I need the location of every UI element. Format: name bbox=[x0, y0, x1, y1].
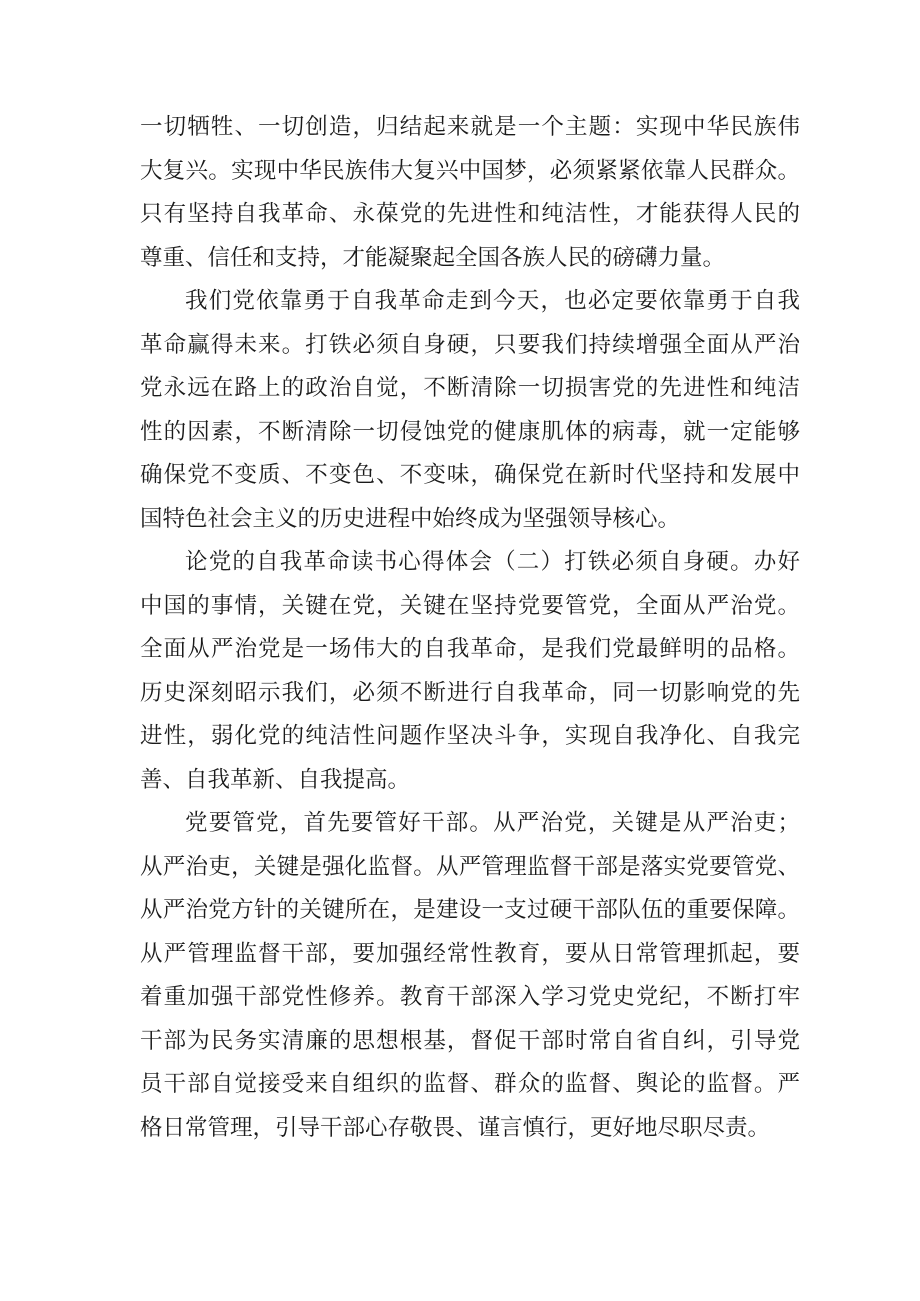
text-line: 历史深刻昭示我们，必须不断进行自我革命，同一切影响党的先 bbox=[140, 679, 800, 706]
text-line: 大复兴。实现中华民族伟大复兴中国梦，必须紧紧依靠人民群众。 bbox=[140, 157, 800, 184]
text-line: 进性，弱化党的纯洁性问题作坚决斗争，实现自我净化、自我完 bbox=[140, 723, 800, 749]
text-line: 全面从严治党是一场伟大的自我革命，是我们党最鲜明的品格。 bbox=[140, 636, 800, 662]
paragraph-1 bbox=[140, 106, 800, 280]
text-line: 党永远在路上的政治自觉，不断清除一切损害党的先进性和纯洁 bbox=[140, 375, 800, 401]
text-line: 一切牺牲、一切创造，归结起来就是一个主题：实现中华民族伟 bbox=[140, 114, 800, 140]
paragraph-4 bbox=[140, 802, 800, 1150]
text-line: 论党的自我革命读书心得体会（二）打铁必须自身硬。办好 bbox=[185, 549, 800, 575]
text-line: 善、自我革新、自我提高。 bbox=[140, 766, 411, 793]
text-line: 中国的事情，关键在党，关键在坚持党要管党，全面从严治党。 bbox=[140, 592, 800, 619]
text-line: 干部为民务实清廉的思想根基，督促干部时常自省自纠，引导党 bbox=[140, 1027, 800, 1054]
text-line: 党要管党，首先要管好干部。从严治党，关键是从严治吏； bbox=[185, 810, 800, 836]
text-line: 尊重、信任和支持，才能凝聚起全国各族人民的磅礴力量。 bbox=[140, 244, 726, 271]
text-line: 确保党不变质、不变色、不变味，确保党在新时代坚持和发展中 bbox=[140, 462, 800, 488]
text-line: 性的因素，不断清除一切侵蚀党的健康肌体的病毒，就一定能够 bbox=[140, 418, 800, 445]
text-line: 革命赢得未来。打铁必须自身硬，只要我们持续增强全面从严治 bbox=[140, 331, 800, 358]
text-line: 我们党依靠勇于自我革命走到今天，也必定要依靠勇于自我 bbox=[185, 288, 800, 314]
text-line: 着重加强干部党性修养。教育干部深入学习党史党纪，不断打牢 bbox=[140, 984, 800, 1010]
text-line: 从严治吏，关键是强化监督。从严管理监督干部是落实党要管党、 bbox=[140, 853, 800, 880]
text-line: 国特色社会主义的历史进程中始终成为坚强领导核心。 bbox=[140, 505, 681, 532]
text-line: 员干部自觉接受来自组织的监督、群众的监督、舆论的监督。严 bbox=[140, 1071, 800, 1097]
text-line: 从严管理监督干部，要加强经常性教育，要从日常管理抓起，要 bbox=[140, 940, 800, 967]
text-line: 从严治党方针的关键所在，是建设一支过硬干部队伍的重要保障。 bbox=[140, 897, 800, 923]
text-line: 只有坚持自我革命、永葆党的先进性和纯洁性，才能获得人民的 bbox=[140, 201, 800, 227]
paragraph-2 bbox=[140, 280, 800, 541]
text-line: 格日常管理，引导干部心存敬畏、谨言慎行，更好地尽职尽责。 bbox=[140, 1114, 771, 1141]
paragraph-3 bbox=[140, 541, 800, 802]
